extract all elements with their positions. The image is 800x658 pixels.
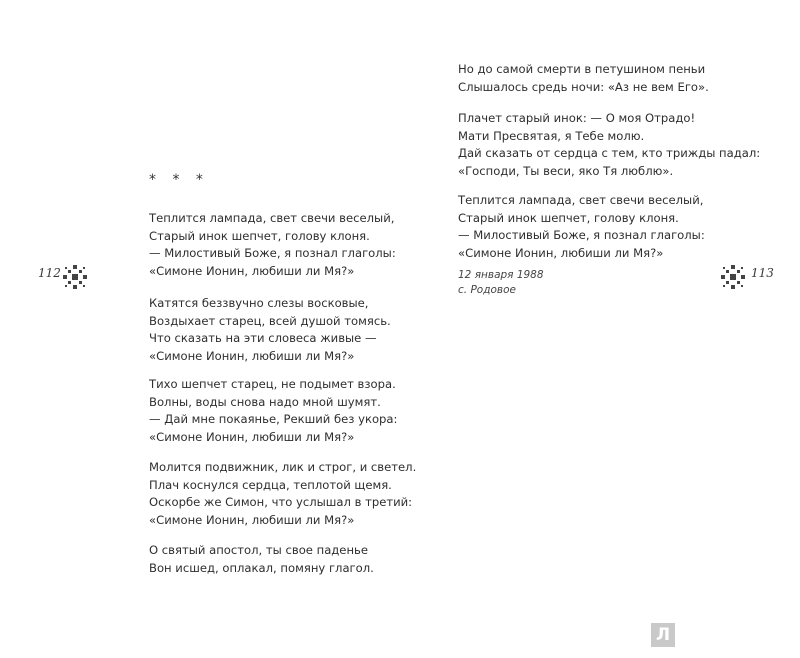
verse-line: — Милостивый Боже, я познал глаголы: [458, 228, 705, 242]
verse-line: «Господи, Ты веси, яко Тя люблю». [458, 163, 674, 178]
stanza [458, 192, 705, 262]
ornament-icon [720, 264, 746, 290]
dateline [458, 268, 544, 298]
publisher-logo: Л [651, 623, 675, 647]
stanza [458, 61, 709, 96]
verse-line: Что сказать на эти словеса живые — [149, 331, 377, 345]
verse-line: Мати Пресвятая, я Тебе молю. [458, 128, 645, 143]
verse-line: «Симоне Ионин, любиши ли Мя?» [149, 512, 355, 527]
stanza [149, 459, 416, 529]
verse-line: Тихо шепчет старец, не подымет взора. [149, 377, 396, 391]
ornament-icon [62, 264, 88, 290]
verse-line: — Милостивый Боже, я познал глаголы: [149, 246, 396, 260]
verse-line: Воздыхает старец, всей душой томясь. [149, 313, 391, 328]
stanza [149, 210, 396, 280]
verse-line: «Симоне Ионин, любиши ли Мя?» [149, 348, 355, 363]
verse-line: — Дай мне покаянье, Рекший без укора: [149, 412, 398, 426]
verse-line: Старый инок шепчет, голову клоня. [458, 210, 679, 225]
verse-line: Вон исшед, оплакал, помяну глагол. [149, 560, 374, 575]
verse-line: Но до самой смерти в петушином пеньи [458, 62, 706, 76]
verse-line: Молится подвижник, лик и строг, и светел. [149, 460, 417, 474]
verse-line: Оскорбе же Симон, что услышал в третий: [149, 495, 413, 509]
verse-line: Теплится лампада, свет свечи веселый, [149, 211, 395, 225]
verse-line: «Симоне Ионин, любиши ли Мя?» [149, 263, 355, 278]
place: с. Родовое [458, 284, 516, 296]
stanza [149, 376, 397, 446]
verse-line: Волны, воды снова надо мной шумят. [149, 394, 381, 409]
verse-line: О святый апостол, ты свое паденье [149, 543, 368, 557]
verse-line: Катятся беззвучно слезы восковые, [149, 296, 369, 310]
verse-line: Слышалось средь ночи: «Аз не вем Его». [458, 79, 709, 94]
stanza [149, 295, 391, 365]
verse-line: Теплится лампада, свет свечи веселый, [458, 193, 704, 207]
verse-line: Плач коснулся сердца, теплотой щемя. [149, 477, 392, 492]
page-number: 112 [38, 266, 61, 280]
stanza [458, 110, 760, 180]
verse-line: «Симоне Ионин, любиши ли Мя?» [149, 429, 355, 444]
verse-line: «Симоне Ионин, любиши ли Мя?» [458, 245, 664, 260]
verse-line: Старый инок шепчет, голову клоня. [149, 228, 370, 243]
right-page [400, 0, 800, 658]
stanza [149, 542, 374, 577]
verse-line: Дай сказать от сердца с тем, кто трижды падал: [458, 146, 761, 160]
verse-line: Плачет старый инок: — О моя Отрадо! [458, 111, 696, 125]
section-marker: * * * [149, 172, 209, 188]
date: 12 января 1988 [458, 269, 544, 281]
page-number: 113 [751, 266, 774, 280]
